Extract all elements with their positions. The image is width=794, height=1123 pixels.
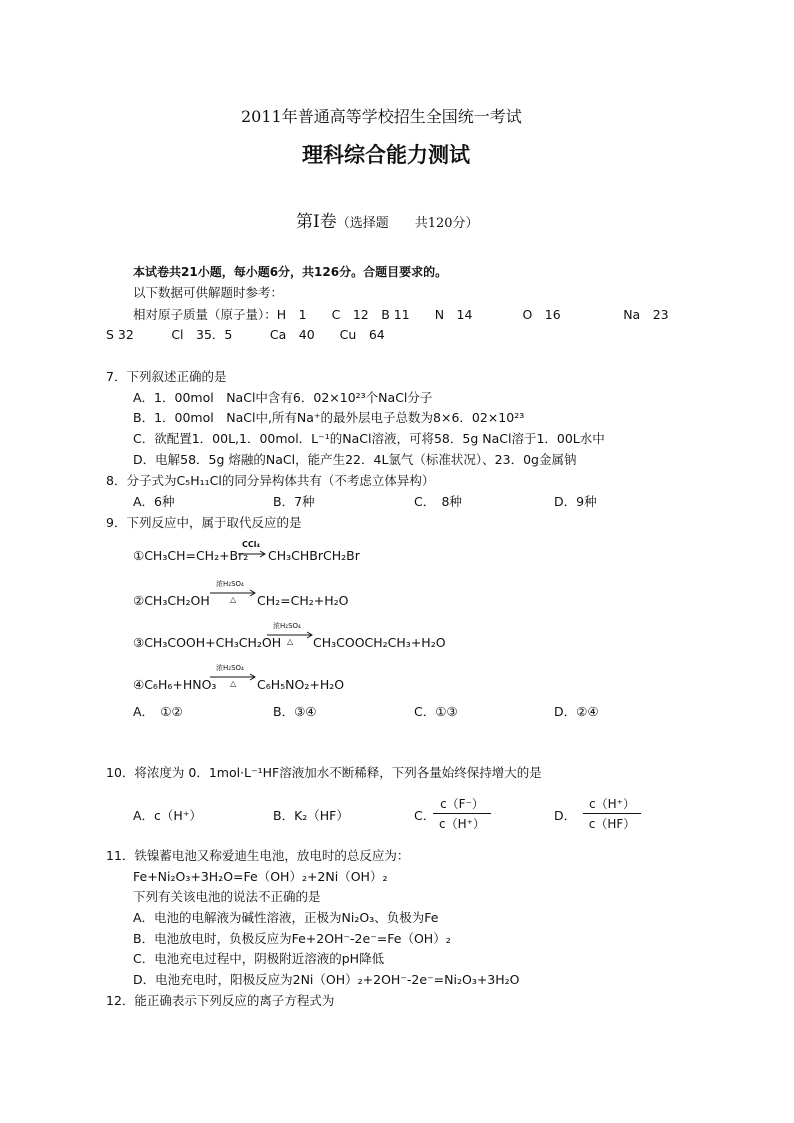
- q11-option-b: B．电池放电时，负极反应为Fe+2OH⁻-2e⁻=Fe（OH）₂: [133, 931, 451, 946]
- fraction-denominator: c（HF）: [588, 817, 636, 831]
- reaction-arrow-icon: [238, 550, 268, 558]
- q9-reaction-2-condition-bottom: △: [230, 595, 237, 604]
- q10-option-d-fraction: [583, 795, 641, 832]
- fraction-denominator: c（H⁺）: [439, 817, 485, 831]
- q9-reaction-3-right: CH₃COOCH₂CH₃+H₂O: [313, 635, 446, 650]
- q10-stem: 10．将浓度为 0．1mol·L⁻¹HF溶液加水不断稀释，下列各量始终保持增大的是: [106, 765, 542, 780]
- q8-option-d: D．9种: [554, 494, 597, 509]
- section-title: [296, 213, 479, 233]
- q9-option-d: D．②④: [554, 704, 599, 719]
- q9-reaction-4-left: ④C₆H₆+HNO₃: [133, 677, 217, 692]
- q9-reaction-4-right: C₆H₅NO₂+H₂O: [257, 677, 345, 692]
- q9-option-a: A． ①②: [133, 704, 183, 719]
- q10-option-a: A．c（H⁺）: [133, 808, 202, 823]
- subject-title: 理科综合能力测试: [302, 142, 470, 167]
- q10-option-c-label: C．: [414, 808, 436, 823]
- q9-reaction-2-left: ②CH₃CH₂OH: [133, 593, 210, 608]
- q10-option-b: B．K₂（HF）: [273, 808, 349, 823]
- intro-line-2: 以下数据可供解题时参考：: [133, 285, 284, 300]
- q8-option-b: B．7种: [273, 494, 315, 509]
- q7-option-a: A．1．00mol NaCl中含有6．02×10²³个NaCl分子: [133, 390, 433, 405]
- q9-option-b: B．③④: [273, 704, 317, 719]
- q12-stem: 12．能正确表示下列反应的离子方程式为: [106, 993, 335, 1008]
- q9-reaction-4-condition-top: 浓H₂SO₄: [216, 664, 244, 672]
- q9-reaction-3-condition-top: 浓H₂SO₄: [273, 622, 301, 630]
- q8-option-a: A．6种: [133, 494, 175, 509]
- fraction-numerator: c（H⁺）: [589, 797, 635, 811]
- q7-option-d: D．电解58．5g 熔融的NaCl，能产生22．4L氯气（标准状况）、23．0g金属钠: [133, 452, 577, 467]
- q9-reaction-1-right: CH₃CHBrCH₂Br: [268, 548, 360, 563]
- q7-option-c: C．欲配置1．00L,1．00mol．L⁻¹的NaCl溶液，可将58．5g NaCl溶于1．00L水中: [133, 431, 605, 446]
- q8-option-c: C． 8种: [414, 494, 462, 509]
- q10-option-c-fraction: [433, 795, 491, 832]
- q11-stem: 11．铁镍蓄电池又称爱迪生电池，放电时的总反应为：: [106, 848, 410, 863]
- intro-line-1: 本试卷共21小题，每小题6分，共126分。合题目要求的。: [133, 265, 448, 279]
- intro-line-4: S 32 Cl 35．5 Ca 40 Cu 64: [106, 327, 385, 342]
- fraction-numerator: c（F⁻）: [440, 797, 484, 811]
- q10-option-d-label: D．: [554, 808, 577, 823]
- section-main: 第Ⅰ卷: [296, 212, 337, 232]
- intro-line-3: 相对原子质量（原子量）：H 1 C 12 B 11 N 14 O 16 Na 23: [133, 307, 669, 322]
- q9-reaction-3-condition-bottom: △: [287, 637, 294, 646]
- q11-option-c: C．电池充电过程中，阴极附近溶液的pH降低: [133, 951, 385, 966]
- q7-stem: 7．下列叙述正确的是: [106, 369, 227, 384]
- q9-reaction-2-right: CH₂=CH₂+H₂O: [257, 593, 349, 608]
- q9-option-c: C．①③: [414, 704, 458, 719]
- q9-reaction-1-left: ①CH₃CH=CH₂+Br₂: [133, 548, 249, 563]
- q8-stem: 8．分子式为C₅H₁₁Cl的同分异构体共有（不考虑立体异构）: [106, 473, 435, 488]
- q9-reaction-1-condition: CCl₄: [242, 540, 260, 549]
- q7-option-b: B．1．00mol NaCl中,所有Na⁺的最外层电子总数为8×6．02×10²³: [133, 410, 525, 425]
- q11-option-a: A．电池的电解液为碱性溶液，正极为Ni₂O₃、负极为Fe: [133, 910, 439, 925]
- q11-substem: 下列有关该电池的说法不正确的是: [133, 889, 321, 904]
- q9-reaction-4-condition-bottom: △: [230, 679, 237, 688]
- q9-reaction-3-left: ③CH₃COOH+CH₃CH₂OH: [133, 635, 282, 650]
- q9-stem: 9．下列反应中，属于取代反应的是: [106, 515, 302, 530]
- q11-option-d: D．电池充电时，阳极反应为2Ni（OH）₂+2OH⁻-2e⁻=Ni₂O₃+3H₂O: [133, 972, 520, 987]
- exam-title: 2011年普通高等学校招生全国统一考试: [241, 107, 522, 126]
- q11-equation: Fe+Ni₂O₃+3H₂O=Fe（OH）₂+2Ni（OH）₂: [133, 869, 388, 884]
- q9-reaction-2-condition-top: 浓H₂SO₄: [216, 580, 244, 588]
- section-paren: （选择题 共120分）: [336, 216, 479, 231]
